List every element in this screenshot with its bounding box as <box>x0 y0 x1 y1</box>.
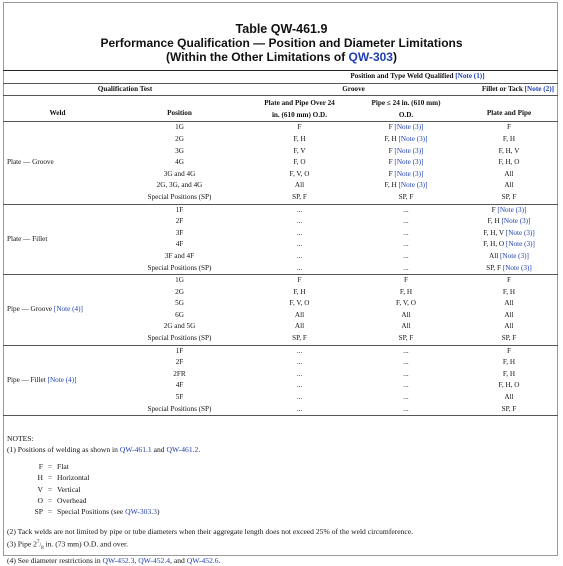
plate-pipe-over-24-cell: ... <box>296 217 303 226</box>
plate-pipe-over-24-cell: All <box>294 322 305 331</box>
position-cell: 5F <box>175 393 184 402</box>
def-h: H = Horizontal <box>37 473 90 483</box>
fillet-tack-cell: F, H, O <box>498 381 520 390</box>
fillet-tack-cell: SP, F [Note (3)] <box>486 263 532 272</box>
plate-pipe-over-24-cell: F <box>297 123 302 132</box>
position-cell: Special Positions (SP) <box>147 192 212 201</box>
pipe-le-24-cell: All <box>401 310 411 319</box>
pipe-le-24-cell: SP, F <box>398 192 414 201</box>
plate-pipe-over-24-cell: F <box>297 276 302 285</box>
pipe-le-24-cell: ... <box>403 369 409 378</box>
pipe-le-24-cell: F [Note (3)] <box>388 169 424 178</box>
fillet-tack-cell: All <box>504 393 514 402</box>
qw-452-3-link[interactable]: QW-452.3 <box>102 555 135 565</box>
fillet-tack-cell: F, H, O [Note (3)] <box>483 240 535 249</box>
pipe-le-24-cell: F <box>404 276 408 285</box>
plate-pipe-over-24-cell: SP, F <box>292 192 307 201</box>
plate-pipe-over-24-cell: ... <box>296 346 303 355</box>
qw-461-1-link[interactable]: QW-461.1 <box>119 445 152 455</box>
qw-303-3-link[interactable]: QW-303.3 <box>125 507 157 517</box>
pipe-le-24-cell: ... <box>403 228 409 237</box>
table-row <box>3 345 558 357</box>
fillet-tack-cell: F, H, O <box>498 158 520 167</box>
note-3-link[interactable]: [Note (3)] <box>394 123 424 132</box>
note-3-link[interactable]: [Note (3)] <box>505 240 535 249</box>
note-3-link[interactable]: [Note (3)] <box>500 251 529 260</box>
plate-pipe-over-24-cell: F, H <box>293 287 306 296</box>
notes-section <box>7 433 552 566</box>
plate-pipe-over-24-cell: ... <box>296 251 303 260</box>
plate-pipe-over-24-cell: ... <box>296 358 303 367</box>
qualification-test-header: Qualification Test <box>97 84 153 93</box>
pipe-le-24-cell: ... <box>403 404 409 413</box>
position-cell: 1G <box>175 276 184 285</box>
plate-pipe-over-24-header: Plate and Pipe Over 24 in. (610 mm) O.D. <box>264 99 335 119</box>
position-cell: 2F <box>175 358 184 367</box>
note-3-link[interactable]: [Note (3)] <box>501 217 531 226</box>
weld-type-label: Plate — Fillet <box>7 234 48 243</box>
fillet-tack-cell: F [Note (3)] <box>491 205 527 214</box>
pipe-le-24-cell: All <box>401 322 411 331</box>
pipe-le-24-cell: ... <box>403 346 409 355</box>
table-title <box>0 22 563 64</box>
def-sp: SP = Special Positions (see QW-303.3) <box>34 507 160 517</box>
fillet-tack-cell: All <box>504 169 514 178</box>
qw-303-link[interactable]: QW-303 <box>348 50 393 64</box>
pipe-le-24-cell: F [Note (3)] <box>388 146 424 155</box>
position-cell: 4F <box>175 240 184 249</box>
position-cell: 1G <box>175 123 184 132</box>
plate-pipe-over-24-cell: ... <box>296 205 303 214</box>
position-cell: 3G <box>175 146 184 155</box>
position-cell: 2G <box>175 287 184 296</box>
pipe-le-24-cell: ... <box>403 358 409 367</box>
plate-pipe-over-24-cell: SP, F <box>292 334 307 343</box>
position-cell: Special Positions (SP) <box>147 334 212 343</box>
note-3-link[interactable]: [Note (3)] <box>398 181 428 190</box>
pipe-le-24-cell: F, H [Note (3)] <box>384 181 428 190</box>
plate-pipe-over-24-cell: ... <box>296 393 303 402</box>
notes-heading: NOTES: <box>7 434 34 443</box>
table-number: Table QW-461.9 <box>235 22 328 36</box>
pipe-le-24-cell: SP, F <box>398 334 414 343</box>
table-subcaption: (Within the Other Limitations of QW-303) <box>166 50 397 64</box>
position-cell: 1F <box>175 346 184 355</box>
plate-pipe-over-24-cell: All <box>294 310 305 319</box>
position-cell: 6G <box>175 310 184 319</box>
fillet-tack-cell: F, H, V <box>498 146 520 155</box>
position-cell: 2FR <box>173 369 186 378</box>
plate-pipe-over-24-cell: ... <box>296 369 303 378</box>
position-cell: 4F <box>175 381 184 390</box>
plate-pipe-over-24-cell: F, H <box>293 134 306 143</box>
pipe-le-24-cell: ... <box>403 263 409 272</box>
pipe-le-24-cell: F [Note (3)] <box>388 158 424 167</box>
position-cell: 3G and 4G <box>163 169 196 178</box>
plate-pipe-over-24-cell: ... <box>296 381 303 390</box>
def-v: V = Vertical <box>37 484 81 494</box>
position-definitions <box>23 461 552 518</box>
qw-452-6-link[interactable]: QW-452.6 <box>186 555 219 565</box>
fillet-tack-cell: All <box>504 310 514 319</box>
note-1-link[interactable]: [Note (1)] <box>455 72 485 80</box>
note-3-link[interactable]: [Note (3)] <box>502 263 532 272</box>
note-3: (3) Pipe $2^7/_8$ in. (73 mm) O.D. and over. <box>7 539 128 552</box>
pipe-le-24-cell: ... <box>403 251 409 260</box>
position-cell: 2F <box>175 217 184 226</box>
fillet-tack-cell: All <box>504 299 514 308</box>
weld-header: Weld <box>49 108 66 117</box>
pipe-le-24-cell: ... <box>403 217 409 226</box>
fillet-tack-cell: F <box>507 123 511 132</box>
position-cell: 2G <box>175 134 184 143</box>
weld-type-label: Plate — Groove <box>7 158 54 167</box>
fillet-tack-cell: F, H, V [Note (3)] <box>483 228 535 237</box>
fillet-tack-cell: F, H <box>502 134 516 143</box>
qw-452-4-link[interactable]: QW-452.4 <box>138 555 171 565</box>
weld-type-label: Pipe — Fillet [Note (4)] <box>7 375 77 384</box>
note-4: (4) See diameter restrictions in QW-452.3, QW-452.4, and QW-452.6. <box>7 555 221 565</box>
note-3-link[interactable]: [Note (3)] <box>505 228 535 237</box>
position-cell: 2G and 5G <box>163 322 196 331</box>
fillet-tack-cell: All <box>504 181 514 190</box>
position-cell: 3F <box>175 228 184 237</box>
fillet-tack-cell: SP, F <box>501 334 517 343</box>
plate-pipe-over-24-cell: ... <box>296 404 303 413</box>
fillet-tack-header: Fillet or Tack [Note (2)] <box>481 84 554 93</box>
note-4-link[interactable]: [Note (4)] <box>53 305 83 314</box>
groove-header: Groove <box>342 84 365 93</box>
pipe-le-24-cell: ... <box>403 205 409 214</box>
position-cell: Special Positions (SP) <box>147 404 212 413</box>
plate-pipe-over-24-cell: F, O <box>293 158 306 167</box>
position-type-header: Position and Type Weld Qualified [Note (1)] <box>350 72 485 80</box>
table-row <box>3 204 558 216</box>
weld-type-label: Pipe — Groove [Note (4)] <box>7 305 83 314</box>
pipe-le-24-cell: F, H [Note (3)] <box>384 134 428 143</box>
fillet-tack-cell: F, H <box>502 369 516 378</box>
fillet-tack-cell: SP, F <box>501 404 517 413</box>
fillet-tack-cell: F <box>507 276 511 285</box>
fillet-tack-cell: All <box>504 322 514 331</box>
table-row <box>3 122 558 134</box>
position-cell: 3F and 4F <box>164 251 195 260</box>
def-f: F = Flat <box>38 461 69 471</box>
plate-pipe-over-24-cell: F, V, O <box>289 169 310 178</box>
qw-461-2-link[interactable]: QW-461.2 <box>166 445 199 455</box>
def-o: O = Overhead <box>37 496 87 506</box>
plate-pipe-over-24-cell: ... <box>296 228 303 237</box>
fillet-tack-cell: F, H [Note (3)] <box>487 217 531 226</box>
pipe-le-24-cell: F [Note (3)] <box>388 123 424 132</box>
fillet-tack-cell: All [Note (3)] <box>489 251 529 260</box>
plate-pipe-over-24-cell: F, V, O <box>289 299 310 308</box>
plate-pipe-over-24-cell: All <box>294 181 305 190</box>
pipe-le-24-cell: ... <box>403 381 409 390</box>
pipe-le-24-cell: ... <box>403 240 409 249</box>
fillet-tack-cell: SP, F <box>501 192 517 201</box>
note-4-link[interactable]: [Note (4)] <box>47 375 77 384</box>
pipe-le-24-header: Pipe ≤ 24 in. (610 mm) O.D. <box>371 99 441 119</box>
note-3-link[interactable]: [Note (3)] <box>394 169 424 178</box>
position-cell: Special Positions (SP) <box>147 263 212 272</box>
table-caption: Performance Qualification — Position and Diameter Limitations <box>100 36 463 50</box>
pipe-le-24-cell: F, V, O <box>396 299 416 308</box>
note-2-link[interactable]: [Note (2)] <box>524 84 554 93</box>
position-header: Position <box>167 108 192 117</box>
plate-pipe-over-24-cell: ... <box>296 240 303 249</box>
plate-and-pipe-header: Plate and Pipe <box>486 108 532 117</box>
position-cell: 4G <box>175 158 184 167</box>
limitations-table <box>3 70 558 416</box>
note-3-link[interactable]: [Note (3)] <box>394 146 424 155</box>
note-2: (2) Tack welds are not limited by pipe or tube diameters when their aggregate length does not exceed 25% of the weld circumference. <box>7 526 414 536</box>
note-3-link[interactable]: [Note (3)] <box>398 134 428 143</box>
position-cell: 5G <box>175 299 184 308</box>
fillet-tack-cell: F, H <box>502 287 516 296</box>
position-cell: 2G, 3G, and 4G <box>156 181 203 190</box>
pipe-le-24-cell: F, H <box>399 287 413 296</box>
note-3-link[interactable]: [Note (3)] <box>394 158 424 167</box>
fillet-tack-cell: F <box>507 346 511 355</box>
plate-pipe-over-24-cell: F, V <box>293 146 306 155</box>
table-row <box>3 275 558 287</box>
fillet-tack-cell: F, H <box>502 358 516 367</box>
note-1: (1) Positions of welding as shown in QW-461.1 and QW-461.2. <box>7 445 201 455</box>
plate-pipe-over-24-cell: ... <box>296 263 303 272</box>
note-3-link[interactable]: [Note (3)] <box>497 205 527 214</box>
pipe-le-24-cell: ... <box>403 393 409 402</box>
position-cell: 1F <box>175 205 184 214</box>
